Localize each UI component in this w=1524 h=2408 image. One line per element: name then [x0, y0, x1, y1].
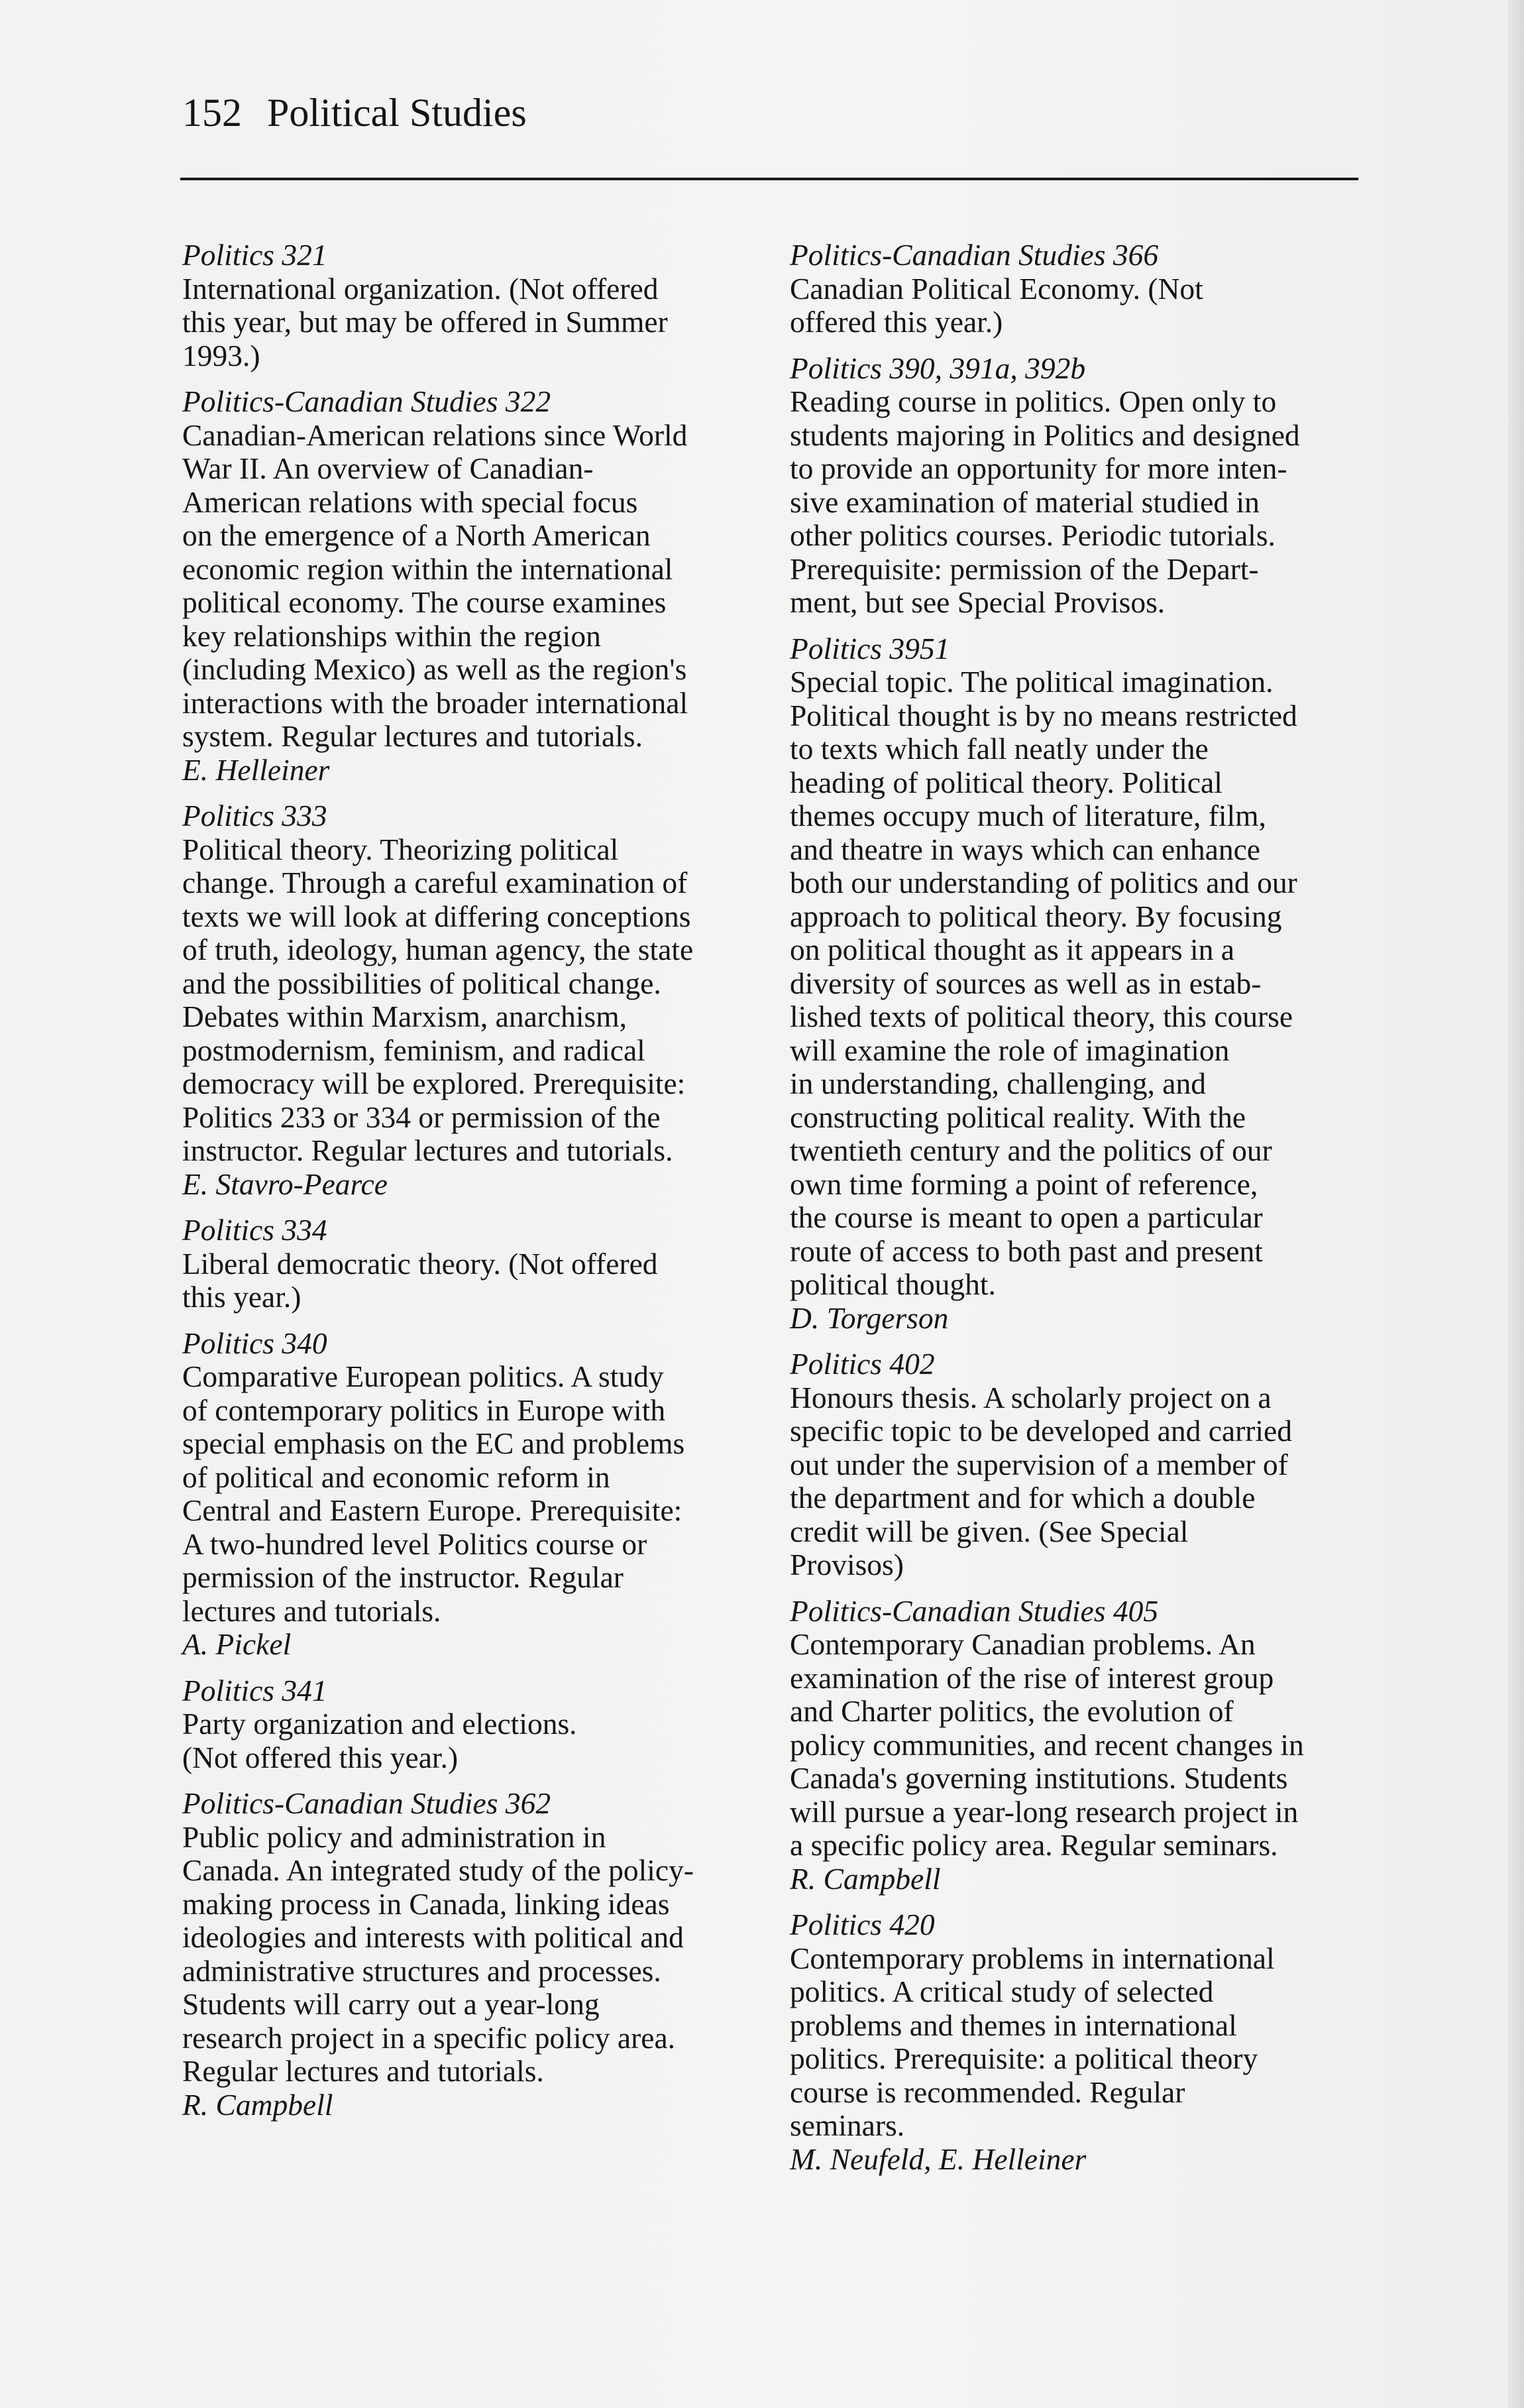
description-line: Comparative European politics. A study	[182, 1359, 664, 1393]
description-line: specific topic to be developed and carried	[790, 1414, 1292, 1448]
description-line: making process in Canada, linking ideas	[182, 1886, 670, 1921]
description-line: on political thought as it appears in a	[790, 933, 1234, 966]
description-line: (Not offered this year.)	[182, 1740, 459, 1774]
description-line: economic region within the international	[182, 551, 673, 586]
description-line: approach to political theory. By focusing	[790, 899, 1282, 933]
description-line: American relations with special focus	[182, 485, 638, 519]
description-line: politics. Prerequisite: a political theory	[790, 2041, 1258, 2075]
course-description	[182, 1707, 742, 1774]
course-title: Politics 420	[790, 1908, 935, 1941]
course-title: Politics 333	[182, 799, 327, 832]
instructor-name: A. Pickel	[182, 1627, 292, 1661]
description-line: ment, but see Special Provisos.	[790, 585, 1166, 619]
description-line: Politics 233 or 334 or permission of the	[182, 1100, 661, 1134]
description-line: themes occupy much of literature, film,	[790, 799, 1266, 832]
description-line: will pursue a year-long research project in	[790, 1794, 1299, 1829]
description-line: seminars.	[790, 2108, 905, 2142]
description-line: and theatre in ways which can enhance	[790, 832, 1260, 866]
description-line: on the emergence of a North American	[182, 518, 651, 552]
instructor-name: R. Campbell	[182, 2087, 333, 2122]
description-line: political thought.	[790, 1267, 996, 1301]
description-line: Debates within Marxism, anarchism,	[182, 1000, 627, 1033]
description-line: instructor. Regular lectures and tutorials.	[182, 1133, 673, 1167]
course-title: Politics 402	[790, 1347, 935, 1381]
instructor-name: E. Stavro-Pearce	[182, 1167, 388, 1201]
course-entry	[790, 352, 1350, 620]
course-description	[790, 272, 1350, 339]
description-line: postmodernism, feminism, and radical	[182, 1033, 645, 1067]
page-number: 152	[182, 91, 242, 135]
description-line: Canadian Political Economy. (Not	[790, 271, 1203, 306]
description-line: of political and economic reform in	[182, 1460, 610, 1494]
description-line: heading of political theory. Political	[790, 765, 1223, 799]
description-line: of contemporary politics in Europe with	[182, 1393, 666, 1427]
instructor-name: E. Helleiner	[182, 752, 330, 787]
course-title: Politics-Canadian Studies 405	[790, 1593, 1159, 1628]
course-entry	[790, 239, 1350, 339]
description-line: Political theory. Theorizing political	[182, 832, 619, 866]
course-description	[790, 1381, 1350, 1582]
course-entry	[182, 1787, 742, 2122]
description-line: Party organization and elections.	[182, 1707, 577, 1741]
description-line: A two-hundred level Politics course or	[182, 1526, 647, 1561]
description-line: twentieth century and the politics of our	[790, 1133, 1272, 1167]
course-entry	[182, 1674, 742, 1775]
description-line: Provisos)	[790, 1548, 904, 1581]
description-line: examination of the rise of interest group	[790, 1660, 1274, 1695]
description-line: lectures and tutorials.	[182, 1593, 441, 1628]
description-line: out under the supervision of a member of	[790, 1447, 1288, 1481]
description-line: politics. A critical study of selected	[790, 1975, 1214, 2008]
description-line: (including Mexico) as well as the region's	[182, 652, 687, 686]
course-entry	[182, 799, 742, 1201]
course-title: Politics-Canadian Studies 366	[790, 238, 1159, 272]
course-entry	[182, 1214, 742, 1314]
course-title: Politics 390, 391a, 392b	[790, 351, 1086, 385]
description-line: constructing political reality. With the	[790, 1100, 1246, 1134]
description-line: a specific policy area. Regular seminars.	[790, 1828, 1278, 1862]
description-line: this year.)	[182, 1280, 301, 1314]
course-entry	[790, 632, 1350, 1336]
course-description	[790, 1628, 1350, 1863]
course-description	[182, 833, 742, 1168]
instructor-name: R. Campbell	[790, 1861, 941, 1896]
description-line: Contemporary problems in international	[790, 1941, 1275, 1975]
section-title: Political Studies	[267, 91, 527, 135]
description-line: War II. An overview of Canadian-	[182, 451, 594, 485]
description-line: students majoring in Politics and designed	[790, 418, 1300, 452]
course-title: Politics 340	[182, 1326, 327, 1360]
description-line: diversity of sources as well as in estab-	[790, 966, 1262, 1000]
description-line: change. Through a careful examination of	[182, 866, 688, 899]
instructor-name: D. Torgerson	[790, 1300, 949, 1335]
description-line: special emphasis on the EC and problems	[182, 1426, 685, 1460]
course-description	[182, 1247, 742, 1314]
description-line: Central and Eastern Europe. Prerequisite:	[182, 1493, 682, 1527]
description-line: Contemporary Canadian problems. An	[790, 1627, 1256, 1661]
course-entry	[790, 1908, 1350, 2176]
description-line: Political thought is by no means restricted	[790, 698, 1297, 732]
description-line: lished texts of political theory, this course	[790, 1000, 1293, 1033]
description-line: route of access to both past and present	[790, 1233, 1263, 1268]
description-line: will examine the role of imagination	[790, 1033, 1230, 1067]
course-description	[182, 419, 742, 754]
description-line: interactions with the broader international	[182, 685, 688, 720]
description-line: political economy. The course examines	[182, 585, 667, 619]
description-line: research project in a specific policy area.	[182, 2020, 676, 2055]
right-column	[790, 239, 1350, 2189]
course-entry	[182, 1327, 742, 1662]
description-line: in understanding, challenging, and	[790, 1066, 1207, 1100]
left-column	[182, 239, 742, 2134]
description-line: Regular lectures and tutorials.	[182, 2054, 544, 2088]
course-title: Politics 341	[182, 1673, 327, 1707]
description-line: and Charter politics, the evolution of	[790, 1694, 1234, 1728]
description-line: course is recommended. Regular	[790, 2075, 1185, 2109]
course-title: Politics 3951	[790, 631, 950, 665]
description-line: Special topic. The political imagination.	[790, 665, 1274, 699]
description-line: to texts which fall neatly under the	[790, 732, 1209, 766]
course-description	[182, 272, 742, 373]
instructor-name: M. Neufeld, E. Helleiner	[790, 2142, 1087, 2176]
description-line: Students will carry out a year-long	[182, 1987, 600, 2021]
description-line: own time forming a point of reference,	[790, 1167, 1258, 1201]
description-line: sive examination of material studied in	[790, 485, 1260, 519]
description-line: ideologies and interests with political and	[182, 1920, 684, 1954]
description-line: credit will be given. (See Special	[790, 1514, 1189, 1548]
description-line: of truth, ideology, human agency, the state	[182, 933, 694, 966]
description-line: permission of the instructor. Regular	[182, 1560, 624, 1594]
course-entry	[182, 385, 742, 787]
description-line: to provide an opportunity for more inten-	[790, 451, 1287, 485]
description-line: Canada's governing institutions. Students	[790, 1761, 1288, 1795]
description-line: the department and for which a double	[790, 1481, 1256, 1515]
course-description	[790, 665, 1350, 1302]
description-line: Liberal democratic theory. (Not offered	[182, 1246, 658, 1281]
description-line: International organization. (Not offered	[182, 271, 659, 306]
description-line: this year, but may be offered in Summer	[182, 305, 668, 339]
course-description	[790, 385, 1350, 620]
description-line: policy communities, and recent changes in	[790, 1727, 1304, 1762]
course-description	[182, 1360, 742, 1628]
course-entry	[182, 239, 742, 373]
description-line: and the possibilities of political change.	[182, 966, 661, 1000]
description-line: key relationships within the region	[182, 618, 601, 653]
description-line: problems and themes in international	[790, 2008, 1237, 2042]
course-title: Politics-Canadian Studies 362	[182, 1786, 551, 1820]
description-line: system. Regular lectures and tutorials.	[182, 719, 643, 753]
description-line: the course is meant to open a particular	[790, 1200, 1263, 1234]
description-line: offered this year.)	[790, 305, 1003, 339]
description-line: 1993.)	[182, 338, 260, 373]
description-line: other politics courses. Periodic tutorials.	[790, 518, 1276, 552]
course-description	[182, 1821, 742, 2089]
header-rule	[180, 178, 1358, 180]
page-header	[182, 86, 527, 139]
course-description	[790, 1942, 1350, 2143]
course-entry	[790, 1347, 1350, 1582]
description-line: Public policy and administration in	[182, 1819, 606, 1854]
course-title: Politics-Canadian Studies 322	[182, 384, 551, 418]
description-line: texts we will look at differing conceptions	[182, 899, 691, 933]
description-line: Prerequisite: permission of the Depart-	[790, 551, 1259, 586]
page-spine-shadow	[1508, 0, 1524, 2408]
course-title: Politics 334	[182, 1213, 327, 1247]
description-line: Honours thesis. A scholarly project on a	[790, 1380, 1272, 1414]
course-entry	[790, 1595, 1350, 1896]
description-line: Canada. An integrated study of the policy-	[182, 1853, 694, 1887]
description-line: democracy will be explored. Prerequisite:	[182, 1066, 686, 1100]
course-title: Politics 321	[182, 238, 327, 272]
description-line: Canadian-American relations since World	[182, 418, 688, 452]
description-line: both our understanding of politics and our	[790, 866, 1297, 899]
description-line: administrative structures and processes.	[182, 1953, 661, 1988]
description-line: Reading course in politics. Open only to	[790, 384, 1277, 418]
